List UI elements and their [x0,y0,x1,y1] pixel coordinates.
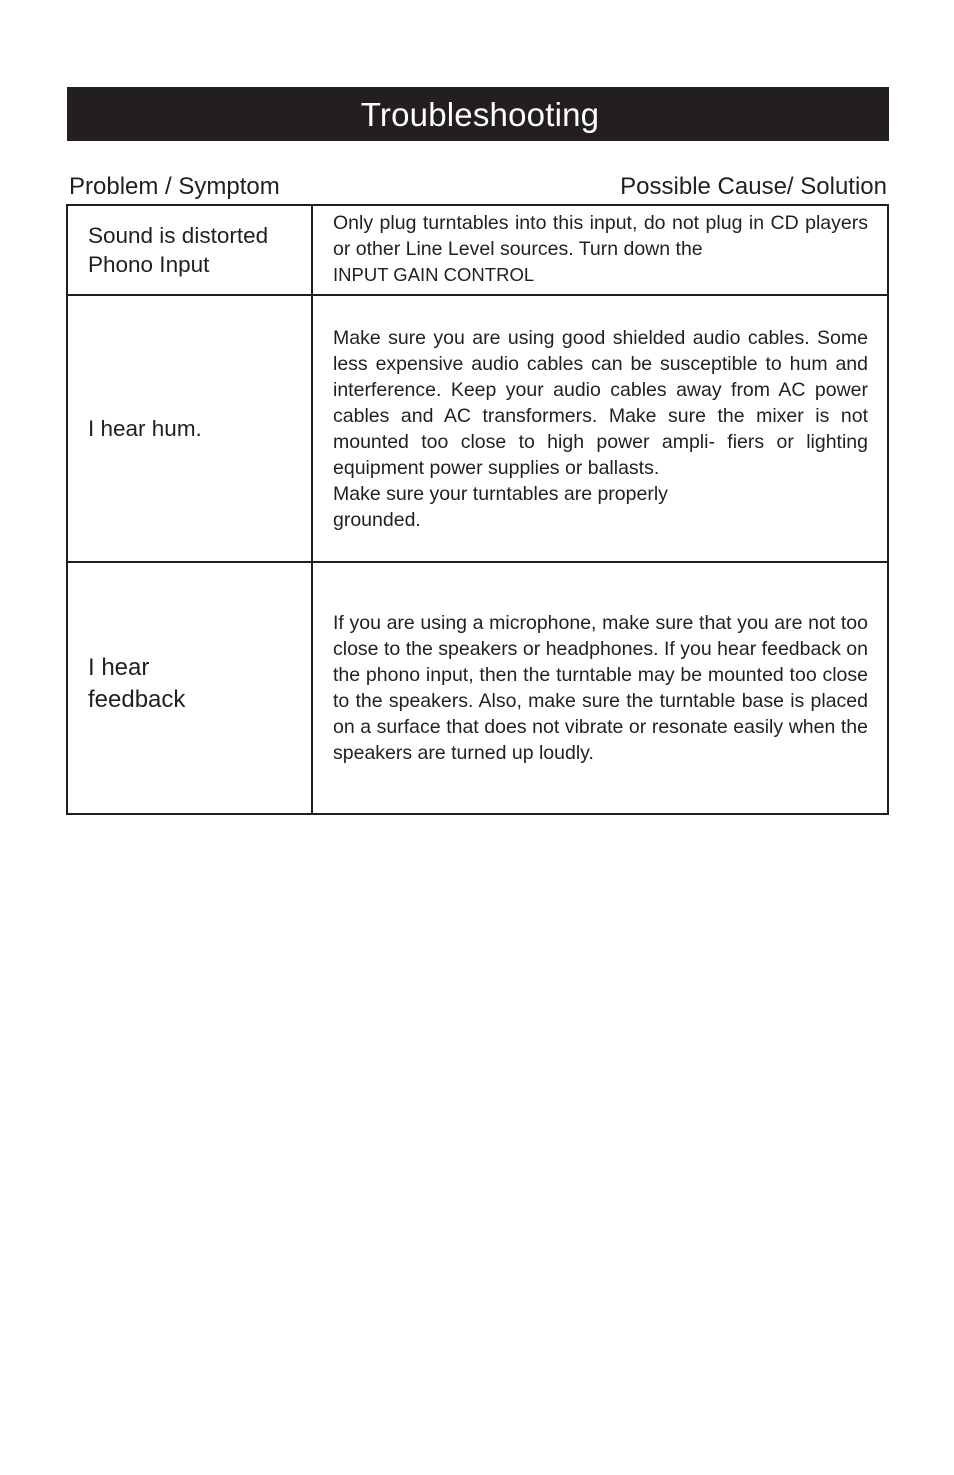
solution-text: If you are using a microphone, make sure that you are not too close to the speakers or headphones. If you hear feedback on the phono input, then the turntable may be mounted too close to the speakers. Also, make sure the turntable base is placed on a surface that does not vibrate or resonate easily when the speakers are turned up loudly. [333,612,868,764]
title-bar [67,87,889,141]
table-row [67,562,888,814]
problem-cell [67,205,312,295]
problem-line: feedback [88,686,186,713]
problem-column-header: Problem / Symptom [69,173,280,200]
solution-text-tail: grounded. [333,508,421,531]
problem-line: Sound is distorted [88,223,269,248]
problem-line: I hear [88,654,150,681]
solution-text-tail: INPUT GAIN CONTROL [333,264,535,285]
table-row [67,295,888,562]
problem-cell [67,295,312,562]
column-header-row [69,172,887,202]
solution-cell [312,562,888,814]
solution-text: Only plug turntables into this input, do not plug in CD players or other Line Level sources. Turn down the [333,212,868,260]
troubleshooting-table [66,204,889,815]
problem-cell [67,562,312,814]
page-title: Troubleshooting [360,95,600,133]
solution-column-header: Possible Cause/ Solution [620,173,887,200]
table-row [67,205,888,295]
solution-text: Make sure you are using good shielded audio cables. Some less expensive audio cables can be susceptible to hum and interference. Keep your audio cables away from AC power cables and AC transformers. Make sure the mixer is not mounted too close to high power ampli- fiers or lighting equipment power supplies or ballasts. [333,326,868,479]
solution-text-tail: Make sure your turntables are properly [333,482,668,505]
problem-line: I hear hum. [88,416,202,441]
solution-cell [312,205,888,295]
solution-cell [312,295,888,562]
problem-line: Phono Input [88,252,210,277]
